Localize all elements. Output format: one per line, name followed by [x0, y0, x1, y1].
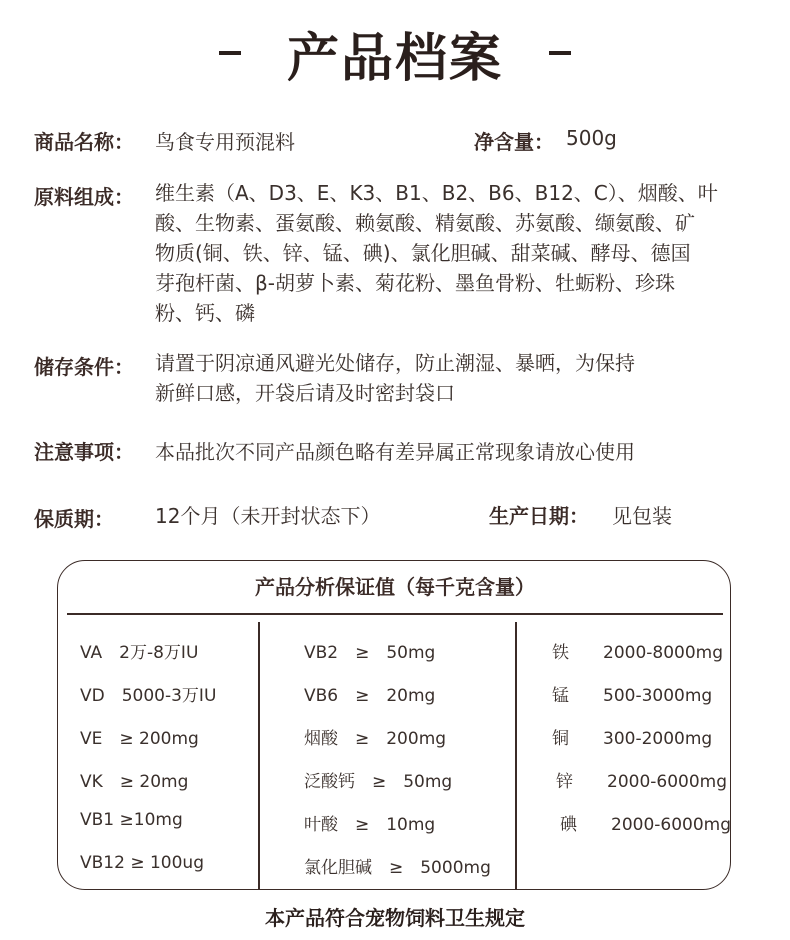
zinc-cell: 锌 2000-6000mg	[556, 772, 728, 792]
net-weight-value: 500g	[566, 126, 617, 150]
copper-cell: 铜 300-2000mg	[552, 729, 713, 749]
vitamin-b2-cell: VB2 ≥ 50mg	[304, 643, 436, 663]
page-title-row	[0, 18, 790, 88]
niacin-cell: 烟酸 ≥ 200mg	[304, 729, 447, 749]
shelf-life-value: 12个月（未开封状态下）	[155, 504, 381, 528]
column-divider-2	[515, 622, 517, 890]
title-right-dash	[549, 51, 571, 55]
vitamin-a-cell: VA 2万-8万IU	[80, 643, 199, 663]
ingredients-label: 原料组成：	[34, 185, 134, 209]
column-divider-1	[258, 622, 260, 890]
vitamin-k-cell: VK ≥ 20mg	[80, 772, 189, 792]
production-date-label: 生产日期：	[489, 504, 589, 528]
storage-label: 储存条件：	[34, 355, 134, 379]
manganese-cell: 锰 500-3000mg	[552, 686, 713, 706]
title-left-dash	[219, 51, 241, 55]
vitamin-d-cell: VD 5000-3万IU	[80, 686, 217, 706]
vitamin-b6-cell: VB6 ≥ 20mg	[304, 686, 436, 706]
shelf-life-label: 保质期：	[34, 507, 114, 531]
vitamin-b1-cell: VB1 ≥10mg	[80, 810, 183, 830]
storage-value: 请置于阴凉通风避光处储存，防止潮湿、暴晒，为保持 新鲜口感，开袋后请及时密封袋口	[155, 351, 635, 405]
net-weight-label: 净含量：	[474, 130, 554, 154]
iron-cell: 铁 2000-8000mg	[552, 643, 724, 663]
compliance-note: 本产品符合宠物饲料卫生规定	[265, 906, 525, 930]
ingredients-value: 维生素（A、D3、E、K3、B1、B2、B6、B12、C）、烟酸、叶 酸、生物素、蛋氨酸、赖氨酸、精氨酸、苏氨酸、缬氨酸、矿 物质(铜、铁、锌、锰、碘)、氯化胆碱、甜菜碱、酵母、德国 芽孢杆菌、β-胡萝卜素、菊花粉、墨鱼骨粉、牡蛎粉、珍珠 粉、钙、磷	[155, 181, 718, 325]
iodine-cell: 碘 2000-6000mg	[560, 815, 732, 835]
vitamin-e-cell: VE ≥ 200mg	[80, 729, 199, 749]
choline-chloride-cell: 氯化胆碱 ≥ 5000mg	[304, 858, 491, 878]
notice-value: 本品批次不同产品颜色略有差异属正常现象请放心使用	[155, 440, 635, 464]
folic-acid-cell: 叶酸 ≥ 10mg	[304, 815, 436, 835]
product-name-value: 鸟食专用预混料	[155, 130, 295, 154]
production-date-value: 见包装	[612, 504, 672, 528]
analysis-title: 产品分析保证值（每千克含量）	[255, 575, 535, 599]
product-name-label: 商品名称：	[34, 130, 134, 154]
analysis-divider	[67, 613, 723, 615]
notice-label: 注意事项：	[34, 440, 134, 464]
vitamin-b12-cell: VB12 ≥ 100ug	[80, 853, 204, 873]
calcium-pantothenate-cell: 泛酸钙 ≥ 50mg	[304, 772, 453, 792]
page-title: 产品档案	[286, 27, 503, 89]
